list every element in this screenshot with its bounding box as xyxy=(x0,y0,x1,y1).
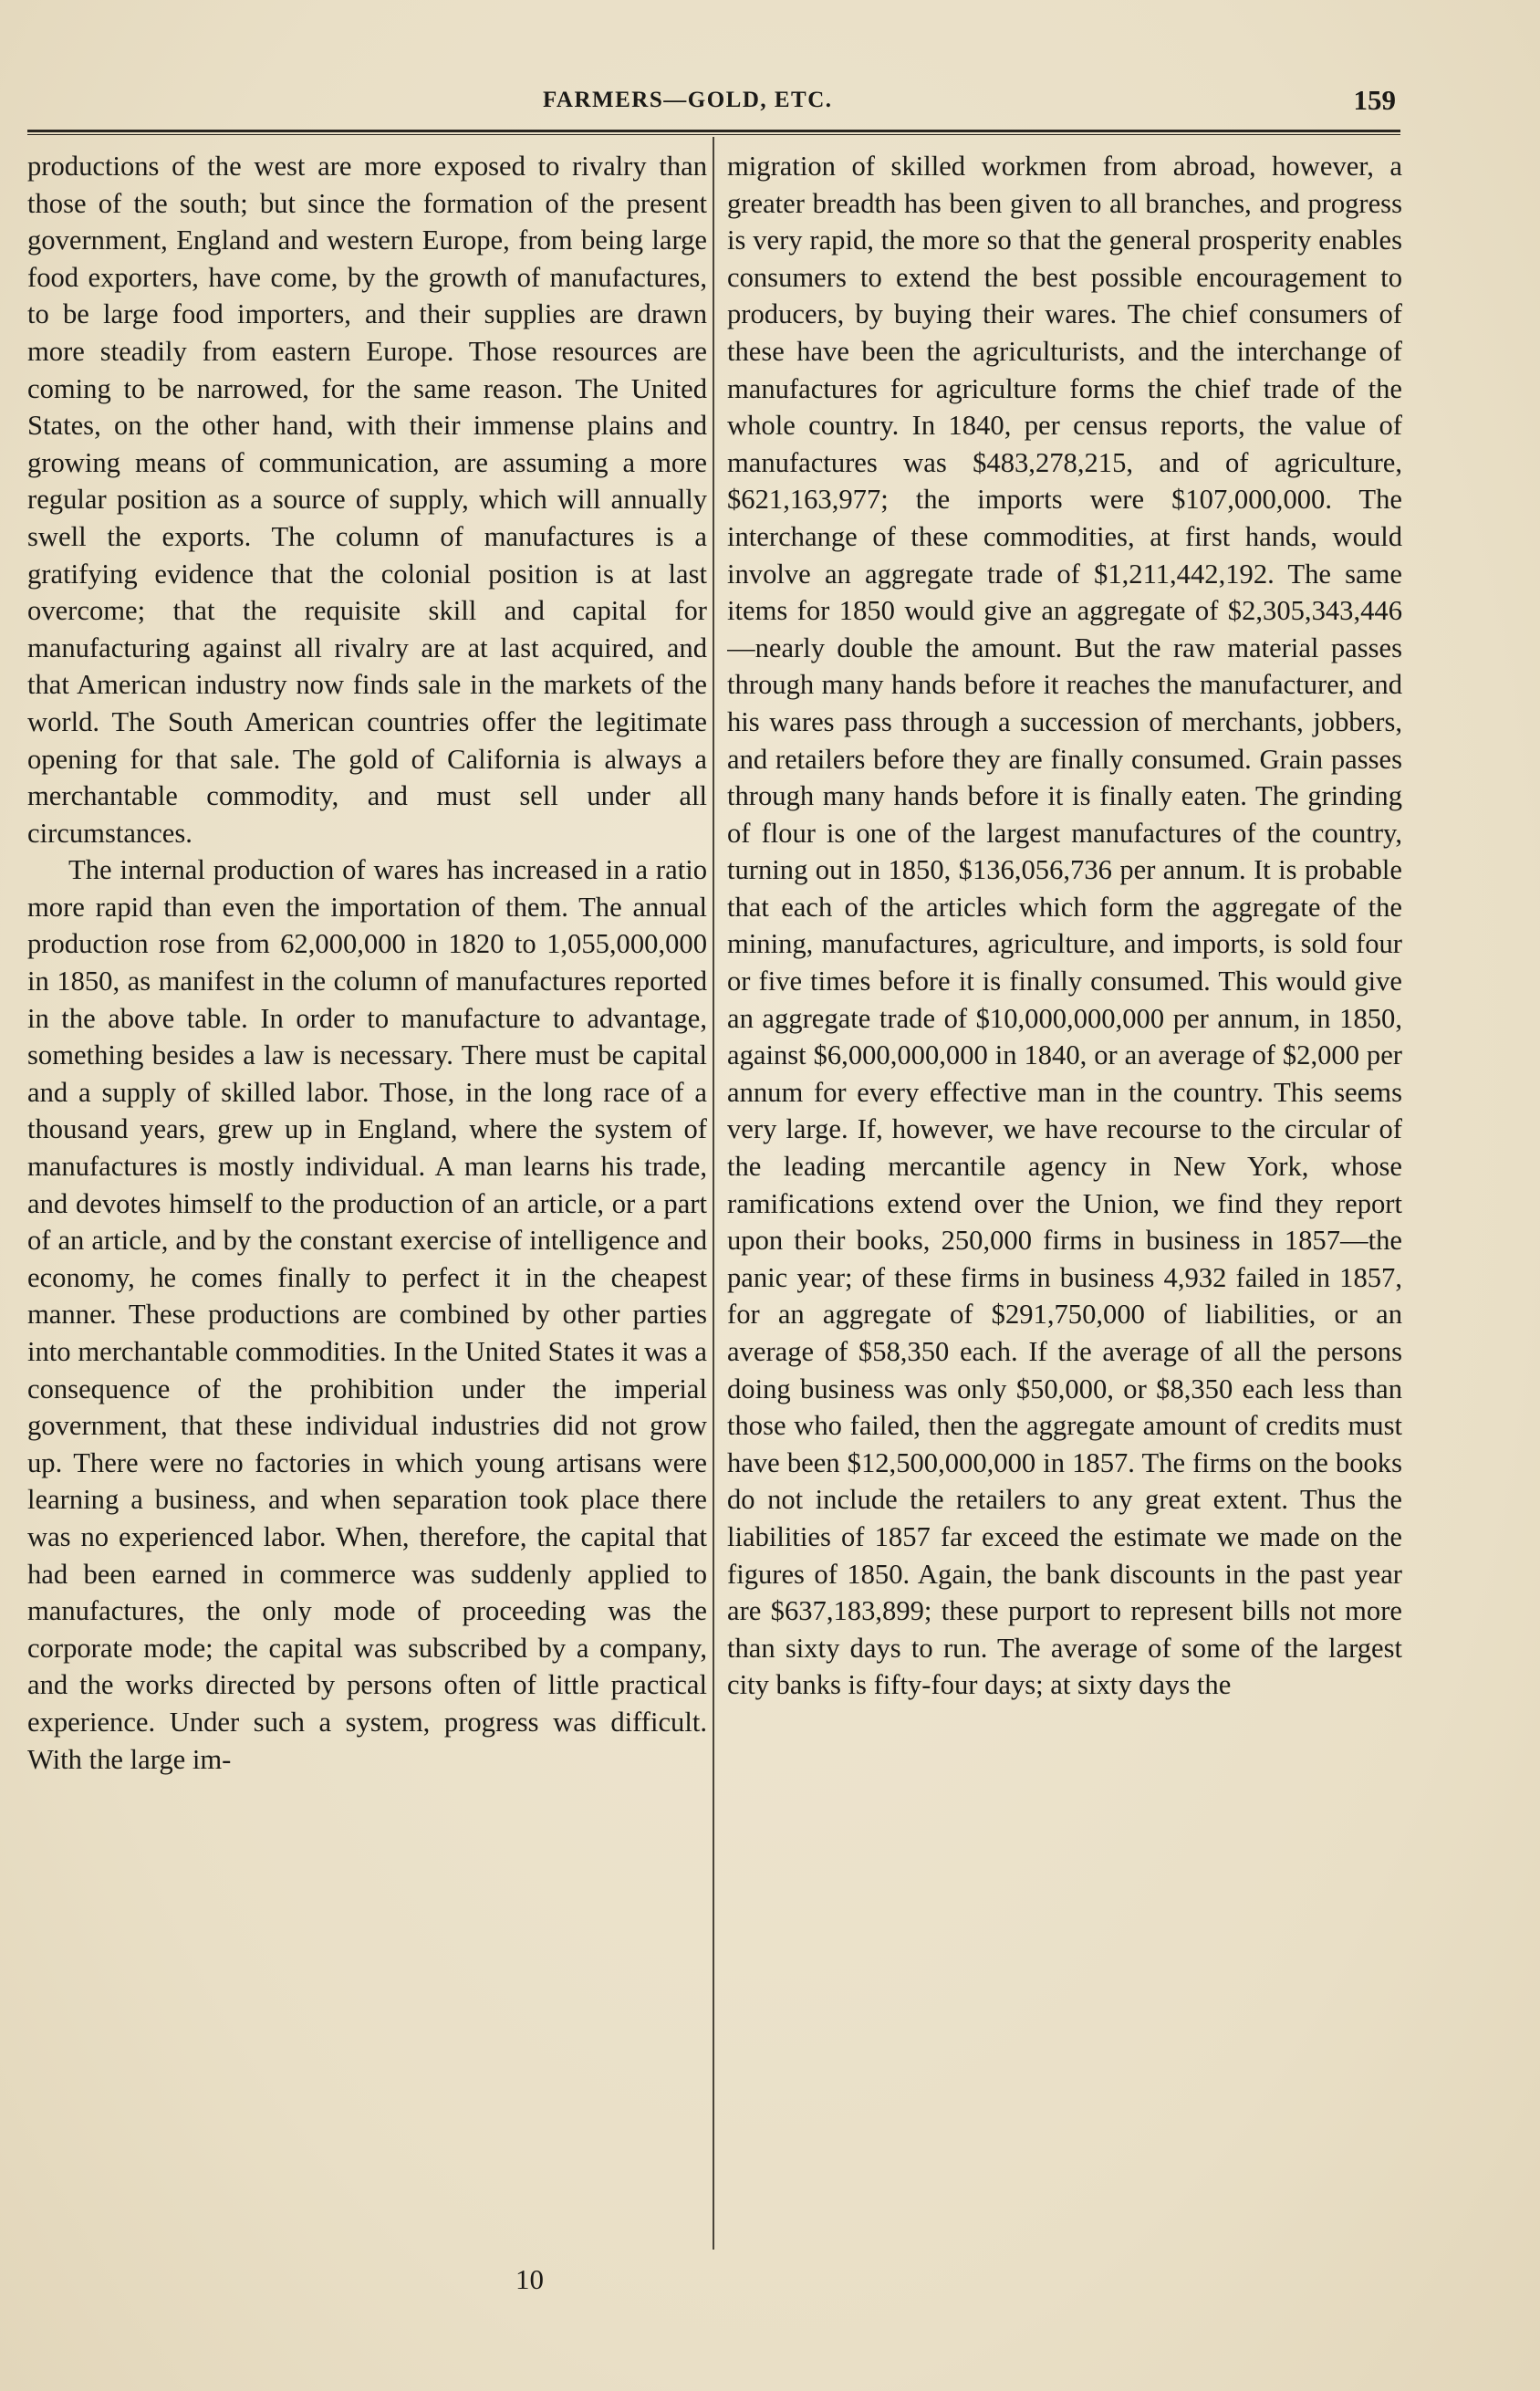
paragraph: The internal production of wares has increased in a ratio more rapid than even the importation of them. The annual production rose from 62,000,000 in 1820 to 1,055,000,000 in 1850, as manifest in the column of manufactures reported in the above table. In order to manufacture to advantage, something besides a law is necessary. There must be capital and a supply of skilled labor. Those, in the long race of a thousand years, grew up in England, where the system of manufactures is mostly individual. A man learns his trade, and devotes himself to the production of an article, or a part of an article, and by the constant exercise of intelligence and economy, he comes finally to perfect it in the cheapest manner. These productions are combined by other parties into merchantable commodities. In the United States it was a consequence of the prohibition under the imperial government, that these individual industries did not grow up. There were no factories in which young artisans were learning a business, and when separation took place there was no experienced labor. When, therefore, the capital that had been earned in commerce was suddenly applied to manufactures, the only mode of proceeding was the corporate mode; the capital was subscribed by a company, and the works directed by persons often of little practical experience. Under such a system, progress was difficult. With the large im- xyxy=(27,854,707,1775)
paragraph: productions of the west are more exposed to rivalry than those of the south; but since the formation of the present government, England and western Europe, from being large food exporters, have come, by the growth of manufactures, to be large food importers, and their supplies are drawn more steadily from eastern Europe. Those resources are coming to be narrowed, for the same reason. The United States, on the other hand, with their immense plains and growing means of communication, are assuming a more regular position as a source of supply, which will annually swell the exports. The column of manufactures is a gratifying evidence that the colonial position is at last overcome; that the requisite skill and capital for manufacturing against all rivalry are at last acquired, and that American industry now finds sale in the markets of the world. The South American countries offer the legitimate opening for that sale. The gold of California is always a merchantable commodity, and must sell under all circumstances. xyxy=(27,151,707,849)
page-header xyxy=(27,84,1396,120)
paragraph: migration of skilled workmen from abroad, however, a greater breadth has been given to all branches, and progress is very rapid, the more so that the general prosperity enables consumers to extend the best possible encouragement to producers, by buying their wares. The chief consumers of these have been the agriculturists, and the interchange of manufactures for agriculture forms the chief trade of the whole country. In 1840, per census reports, the value of manufactures was $483,278,215, and of agriculture, $621,163,977; the imports were $107,000,000. The interchange of these commodities, at first hands, would involve an aggregate trade of $1,211,442,192. The same items for 1850 would give an aggregate of $2,305,343,446—nearly double the amount. But the raw material passes through many hands before it reaches the manufacturer, and his wares pass through a succession of merchants, jobbers, and retailers before they are finally consumed. Grain passes through many hands before it is finally eaten. The grinding of flour is one of the largest manufactures of the country, turning out in 1850, $136,056,736 per annum. It is probable that each of the articles which form the aggregate of the mining, manufactures, agriculture, and imports, is sold four or five times before it is finally consumed. This would give an aggregate trade of $10,000,000,000 per annum, in 1850, against $6,000,000,000 in 1840, or an average of $2,000 per annum for every effective man in the country. This seems very large. If, however, we have recourse to the circular of the leading mercantile agency in New York, whose ramifications extend over the Union, we find they report upon their books, 250,000 firms in business in 1857—the panic year; of these firms in business 4,932 failed in 1857, for an aggregate of $291,750,000 of liabilities, or an average of $58,350 each. If the average of all the persons doing business was only $50,000, or $8,350 each less than those who failed, then the aggregate amount of credits must have been $12,500,000,000 in 1857. The firms on the books do not include the retailers to any great extent. Thus the liabilities of 1857 far exceed the estimate we made on the figures of 1850. Again, the bank discounts in the past year are $637,183,899; these purport to represent bills not more than sixty days to run. The average of some of the largest city banks is fifty-four days; at sixty days the xyxy=(727,151,1402,1701)
right-column xyxy=(727,148,1402,2256)
column-divider xyxy=(713,137,714,2250)
left-column xyxy=(27,148,707,2256)
header-rule xyxy=(27,130,1400,135)
running-head: FARMERS—GOLD, ETC. xyxy=(543,88,833,112)
page-number: 159 xyxy=(1353,84,1396,116)
signature-mark: 10 xyxy=(515,2263,544,2295)
